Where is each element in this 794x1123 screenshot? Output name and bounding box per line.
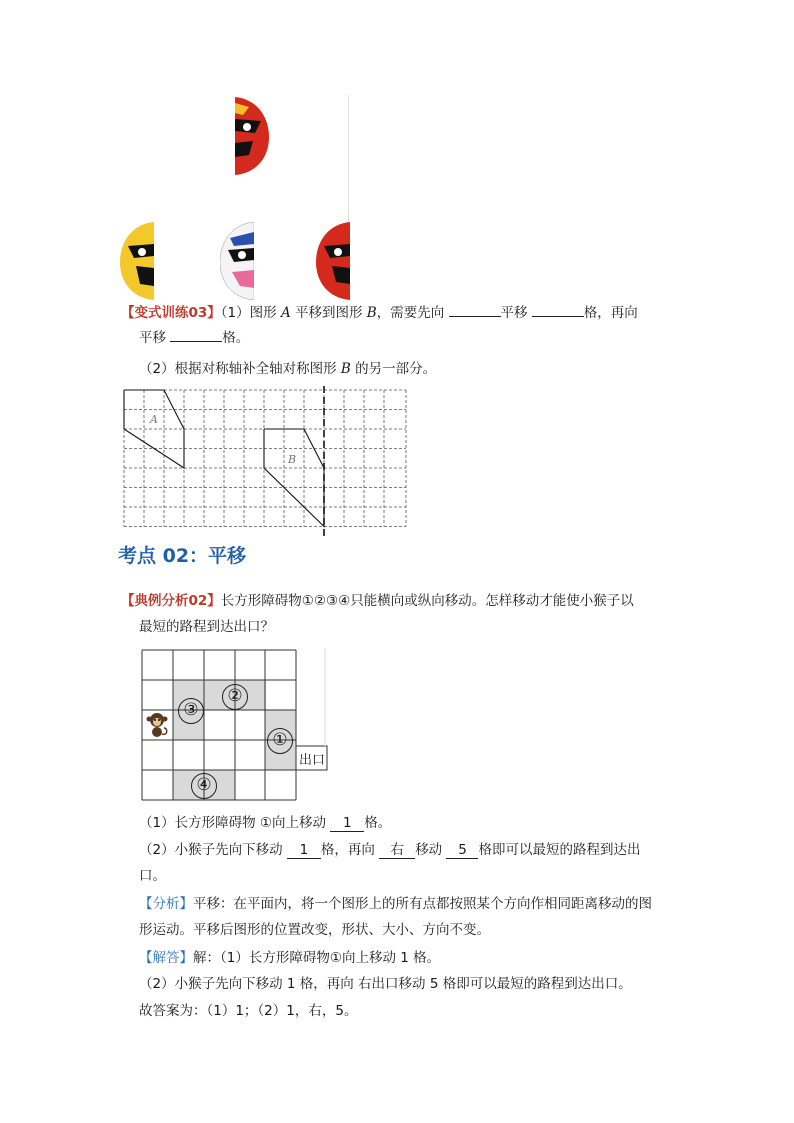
answer-text: 格即可以最短的路程到达出 bbox=[478, 842, 641, 858]
question-text: 的另一部分。 bbox=[355, 361, 437, 377]
question-text: 格，再向 bbox=[583, 305, 638, 321]
question-text: 平移到图形 bbox=[294, 305, 363, 321]
answer-blank: 5 bbox=[446, 842, 478, 859]
obstacle-2-label: ② bbox=[222, 684, 248, 710]
answer-blank: 1 bbox=[330, 815, 364, 832]
opera-mask-white-half-icon bbox=[220, 222, 254, 300]
answer-blank[interactable] bbox=[532, 316, 584, 317]
final-answer-text: 故答案为：（1）1；（2）1，右，5。 bbox=[139, 1003, 358, 1019]
answer-text: 格。 bbox=[364, 815, 392, 831]
solution-text: 解：（1）长方形障碍物①向上移动 1 格。 bbox=[193, 950, 441, 966]
question-text: 长方形障碍物①②③④只能横向或纵向移动。怎样移动才能使小猴子以 bbox=[220, 593, 634, 609]
solution-text: （2）小猴子先向下移动 1 格，再向 右出口移动 5 格即可以最短的路程到达出口。 bbox=[139, 976, 632, 992]
grid-label-a: A bbox=[150, 413, 158, 426]
example-tag: 【典例分析02】 bbox=[121, 593, 221, 609]
obstacle-grid bbox=[140, 648, 332, 804]
question-text: 格。 bbox=[222, 330, 250, 346]
example-02-question bbox=[121, 592, 691, 642]
exit-label: 出口 bbox=[298, 753, 325, 768]
analysis-tag: 【分析】 bbox=[139, 896, 193, 912]
monkey-icon bbox=[147, 713, 168, 737]
answer-text: （1）长方形障碍物 ①向上移动 bbox=[139, 815, 326, 831]
shape-b-half bbox=[264, 429, 324, 527]
question-text: 平移 bbox=[139, 330, 166, 346]
exercise-tag: 【变式训练03】 bbox=[121, 305, 221, 321]
dashed-grid bbox=[120, 386, 410, 536]
shape-b-label: B bbox=[340, 361, 351, 377]
obstacle-4-label: ④ bbox=[191, 773, 217, 799]
answer-text: （2）小猴子先向下移动 bbox=[139, 842, 283, 858]
grid-label-b: B bbox=[288, 453, 297, 466]
answer-blank[interactable] bbox=[449, 316, 501, 317]
question-text: 平移 bbox=[500, 305, 528, 321]
opera-mask-yellow-half-icon bbox=[120, 222, 154, 300]
question-text: （1）图形 bbox=[220, 305, 277, 321]
section-title: 考点 02：平移 bbox=[118, 545, 247, 567]
answer-text: 移动 bbox=[415, 842, 443, 858]
shape-b-label: B bbox=[366, 305, 377, 321]
obstacle-1-label: ① bbox=[267, 728, 293, 754]
opera-mask-figure bbox=[120, 95, 352, 300]
question-text: （2）根据对称轴补全轴对称图形 bbox=[139, 361, 337, 377]
analysis-text: 形运动。平移后图形的位置改变，形状、大小、方向不变。 bbox=[139, 922, 490, 938]
monkey-grid-figure bbox=[140, 648, 332, 804]
exercise-03 bbox=[121, 304, 681, 384]
shape-a-label: A bbox=[280, 305, 291, 321]
answer-blank: 右 bbox=[379, 842, 415, 859]
symmetry-grid-figure bbox=[120, 386, 410, 536]
answer-text: 口。 bbox=[139, 868, 166, 884]
analysis-text: 平移：在平面内，将一个图形上的所有点都按照某个方向作相同距离移动的图 bbox=[193, 896, 652, 912]
answer-blank: 1 bbox=[287, 842, 321, 859]
question-text: 最短的路程到达出口？ bbox=[139, 619, 274, 635]
answer-text: 格，再向 bbox=[320, 842, 375, 858]
opera-mask-red-left-half-icon bbox=[316, 222, 350, 300]
obstacle-3-label: ③ bbox=[178, 698, 204, 724]
example-02-answers bbox=[121, 814, 691, 1034]
answer-tag: 【解答】 bbox=[139, 950, 193, 966]
opera-mask-red-half-icon bbox=[235, 97, 269, 175]
answer-blank[interactable] bbox=[170, 341, 222, 342]
question-text: ，需要先向 bbox=[376, 305, 445, 321]
